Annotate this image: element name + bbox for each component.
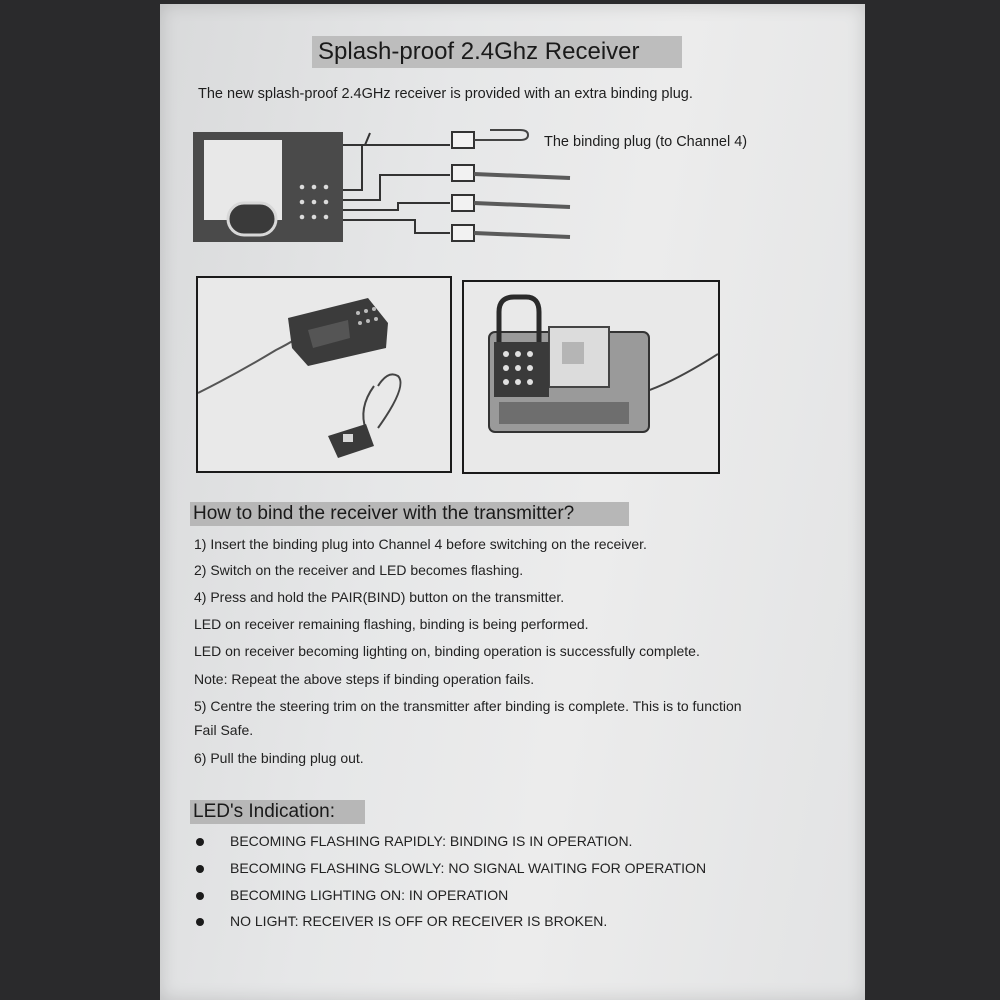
bullet-icon	[196, 865, 204, 873]
binding-step: LED on receiver remaining flashing, binding is being performed.	[194, 616, 589, 632]
binding-loop	[474, 130, 528, 140]
servo-leads	[474, 174, 570, 237]
binding-step: 1) Insert the binding plug into Channel 4 before switching on the receiver.	[194, 536, 647, 552]
bullet-icon	[196, 892, 204, 900]
receiver-wiring-diagram	[190, 125, 580, 250]
receiver-button	[228, 203, 276, 235]
led-item: BECOMING LIGHTING ON: IN OPERATION	[196, 887, 508, 903]
binding-step-continued: Fail Safe.	[194, 722, 254, 738]
receiver-photo-illustration	[198, 278, 450, 471]
bullet-icon	[196, 838, 204, 846]
led-item: NO LIGHT: RECEIVER IS OFF OR RECEIVER IS BROKEN.	[196, 913, 607, 929]
binding-step: 2) Switch on the receiver and LED becomes flashing.	[194, 562, 524, 578]
photo-receiver-plug-inserted	[462, 280, 720, 474]
binding-step: LED on receiver becoming lighting on, binding operation is successfully complete.	[194, 643, 700, 659]
photo-receiver-with-plug	[196, 276, 452, 473]
binding-step: 4) Press and hold the PAIR(BIND) button on the transmitter.	[194, 589, 565, 605]
led-item: BECOMING FLASHING SLOWLY: NO SIGNAL WAITING FOR OPERATION	[196, 860, 706, 876]
binding-plug-caption: The binding plug (to Channel 4)	[544, 134, 748, 150]
binding-note: Note: Repeat the above steps if binding operation fails.	[194, 671, 535, 687]
channel-wires	[343, 145, 450, 233]
binding-heading: How to bind the receiver with the transmitter?	[190, 502, 629, 526]
led-heading: LED's Indication:	[190, 800, 365, 824]
connector-plugs	[452, 132, 474, 241]
led-item: BECOMING FLASHING RAPIDLY: BINDING IS IN OPERATION.	[196, 833, 632, 849]
binding-step: 6) Pull the binding plug out.	[194, 750, 364, 766]
binding-step: 5) Centre the steering trim on the transmitter after binding is complete. This is to function	[194, 698, 742, 714]
antenna-wire	[343, 133, 370, 145]
document-title: Splash-proof 2.4Ghz Receiver	[312, 36, 682, 68]
inserted-plug-illustration	[464, 282, 718, 472]
intro-text: The new splash-proof 2.4GHz receiver is provided with an extra binding plug.	[198, 86, 693, 102]
bullet-icon	[196, 918, 204, 926]
